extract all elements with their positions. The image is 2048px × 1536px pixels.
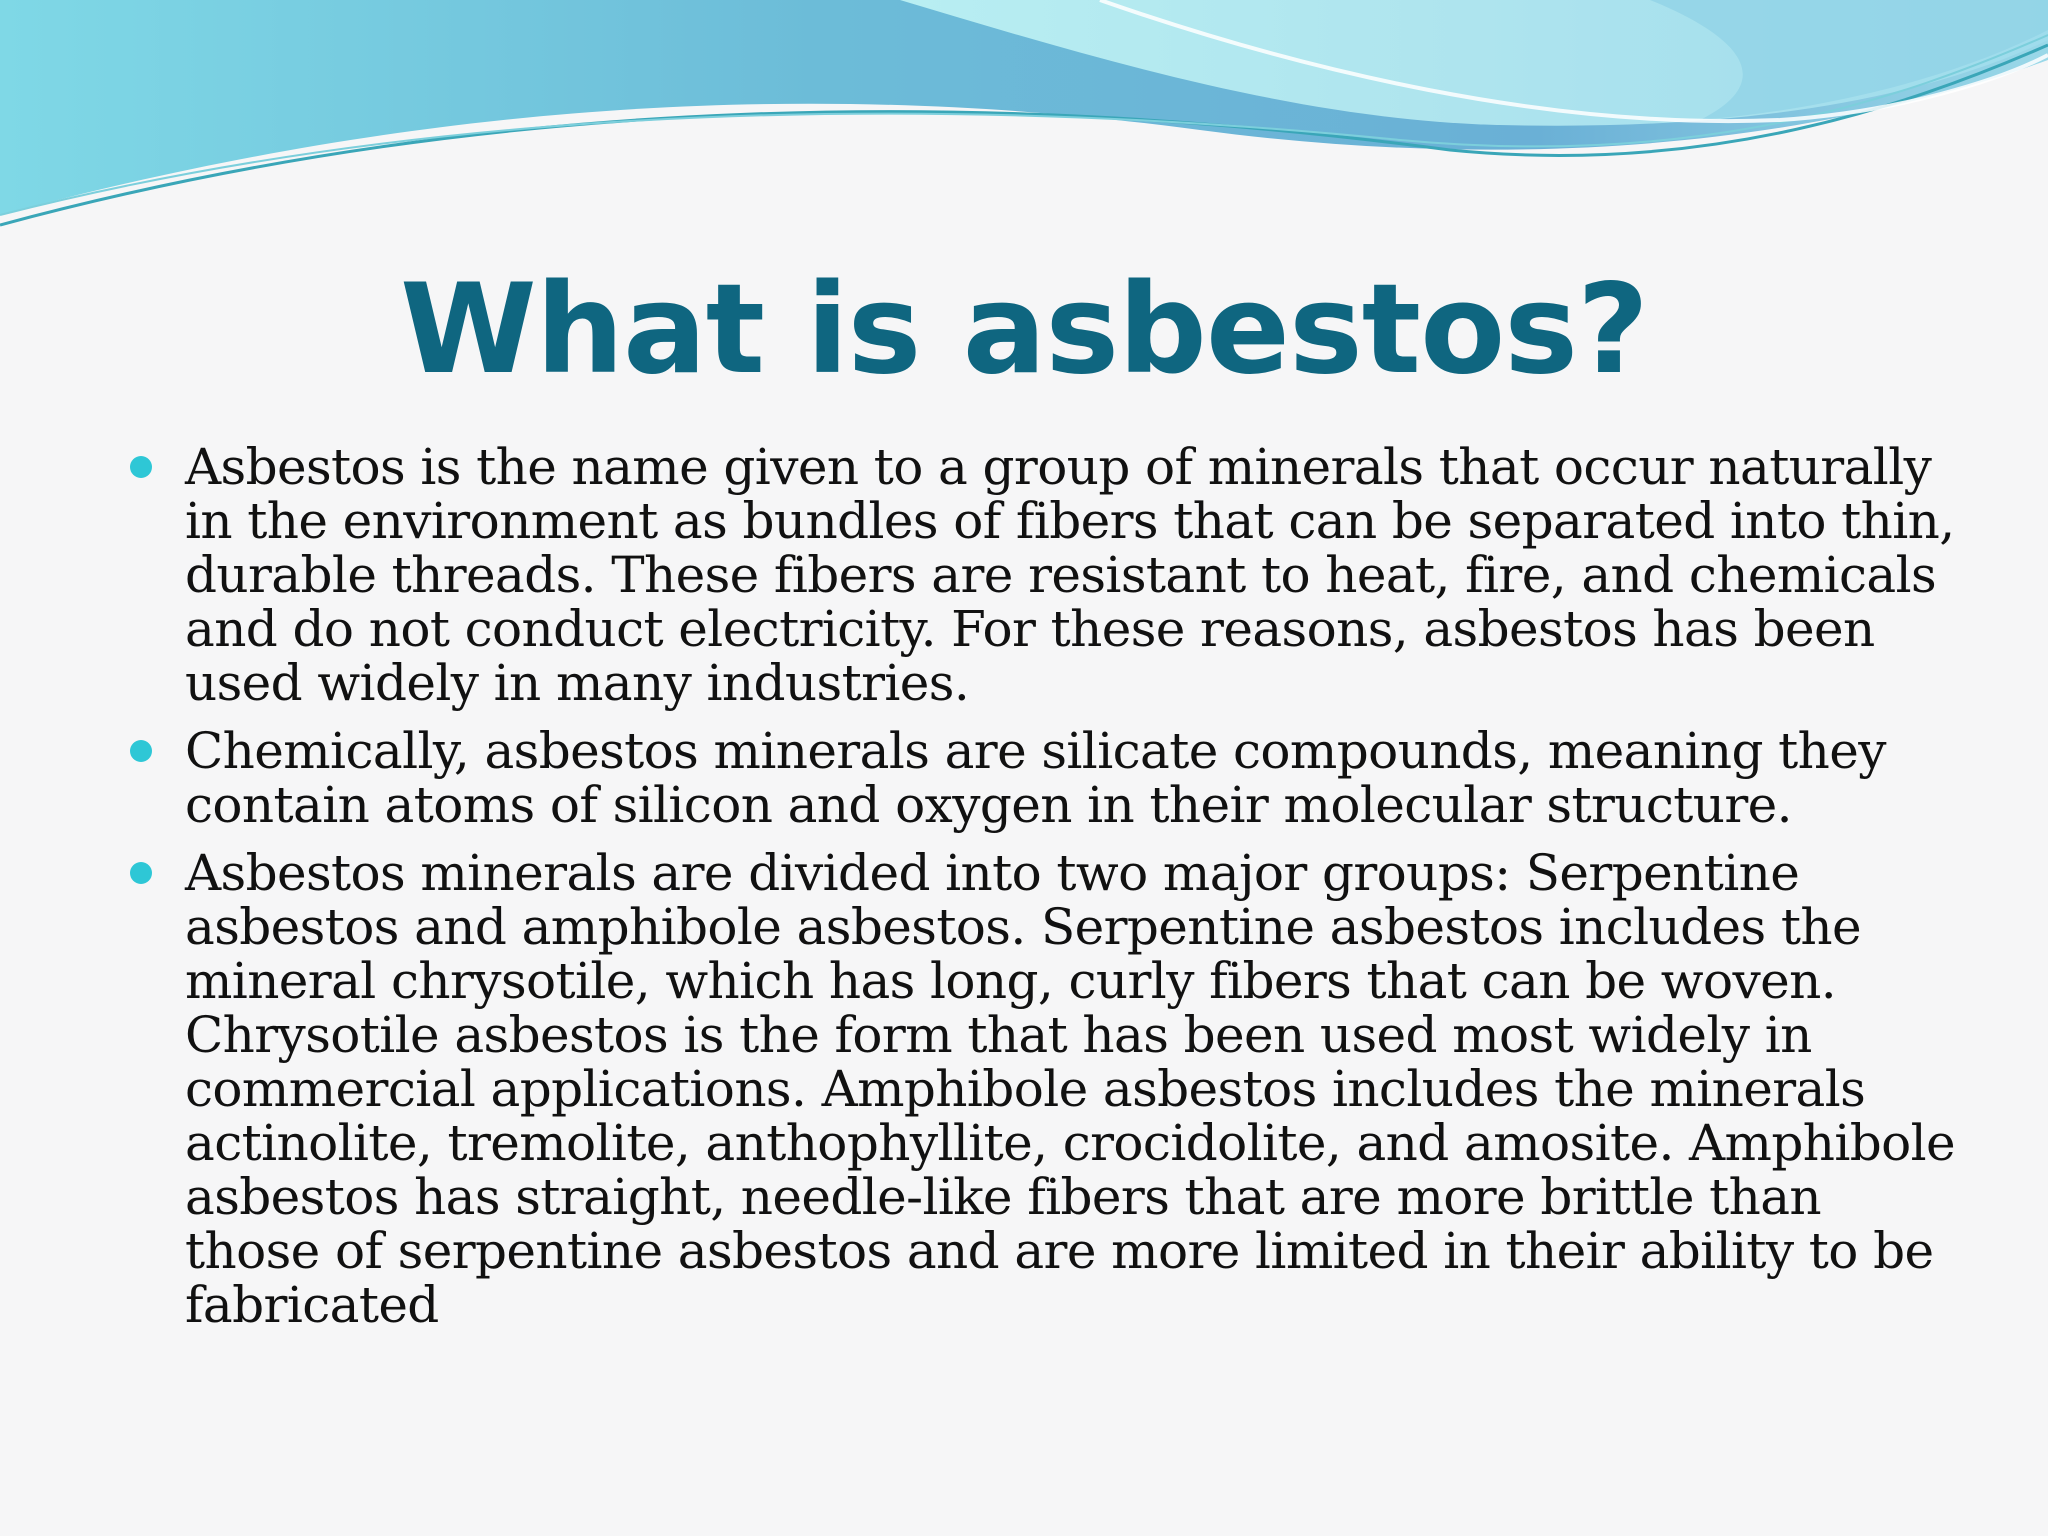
bullet-text: Chemically, asbestos minerals are silicate compounds, meaning they contain atoms of silicon and oxygen in their molecular structure. bbox=[185, 722, 1886, 834]
bullet-item bbox=[130, 440, 1960, 710]
slide-title: What is asbestos? bbox=[399, 258, 1648, 402]
bullet-text: Asbestos minerals are divided into two major groups: Serpentine asbestos and amphibole asbestos. Serpentine asbestos includes the mineral chrysotile, which has long, curly fibers that can be woven. Chrysotile asbestos is the form that has been used most widely in commercial applications. Amphibole asbestos includes the minerals actinolite, tremolite, anthophyllite, crocidolite, and amosite. Amphibole asbestos has straight, needle-like fibers that are more brittle than those of serpentine asbestos and are more limited in their ability to be fabricated bbox=[185, 844, 1956, 1334]
bullet-text: Asbestos is the name given to a group of minerals that occur naturally in the environment as bundles of fibers that can be separated into thin, durable threads. These fibers are resistant to heat, fire, and chemicals and do not conduct electricity. For these reasons, asbestos has been used widely in many industries. bbox=[185, 438, 1955, 712]
bullet-dot-icon bbox=[130, 862, 152, 884]
bullet-item bbox=[130, 846, 1960, 1332]
bullet-list bbox=[130, 440, 1960, 1346]
bullet-dot-icon bbox=[130, 456, 152, 478]
bullet-dot-icon bbox=[130, 740, 152, 762]
bullet-item bbox=[130, 724, 1960, 832]
wave-header-decoration bbox=[0, 0, 2048, 240]
